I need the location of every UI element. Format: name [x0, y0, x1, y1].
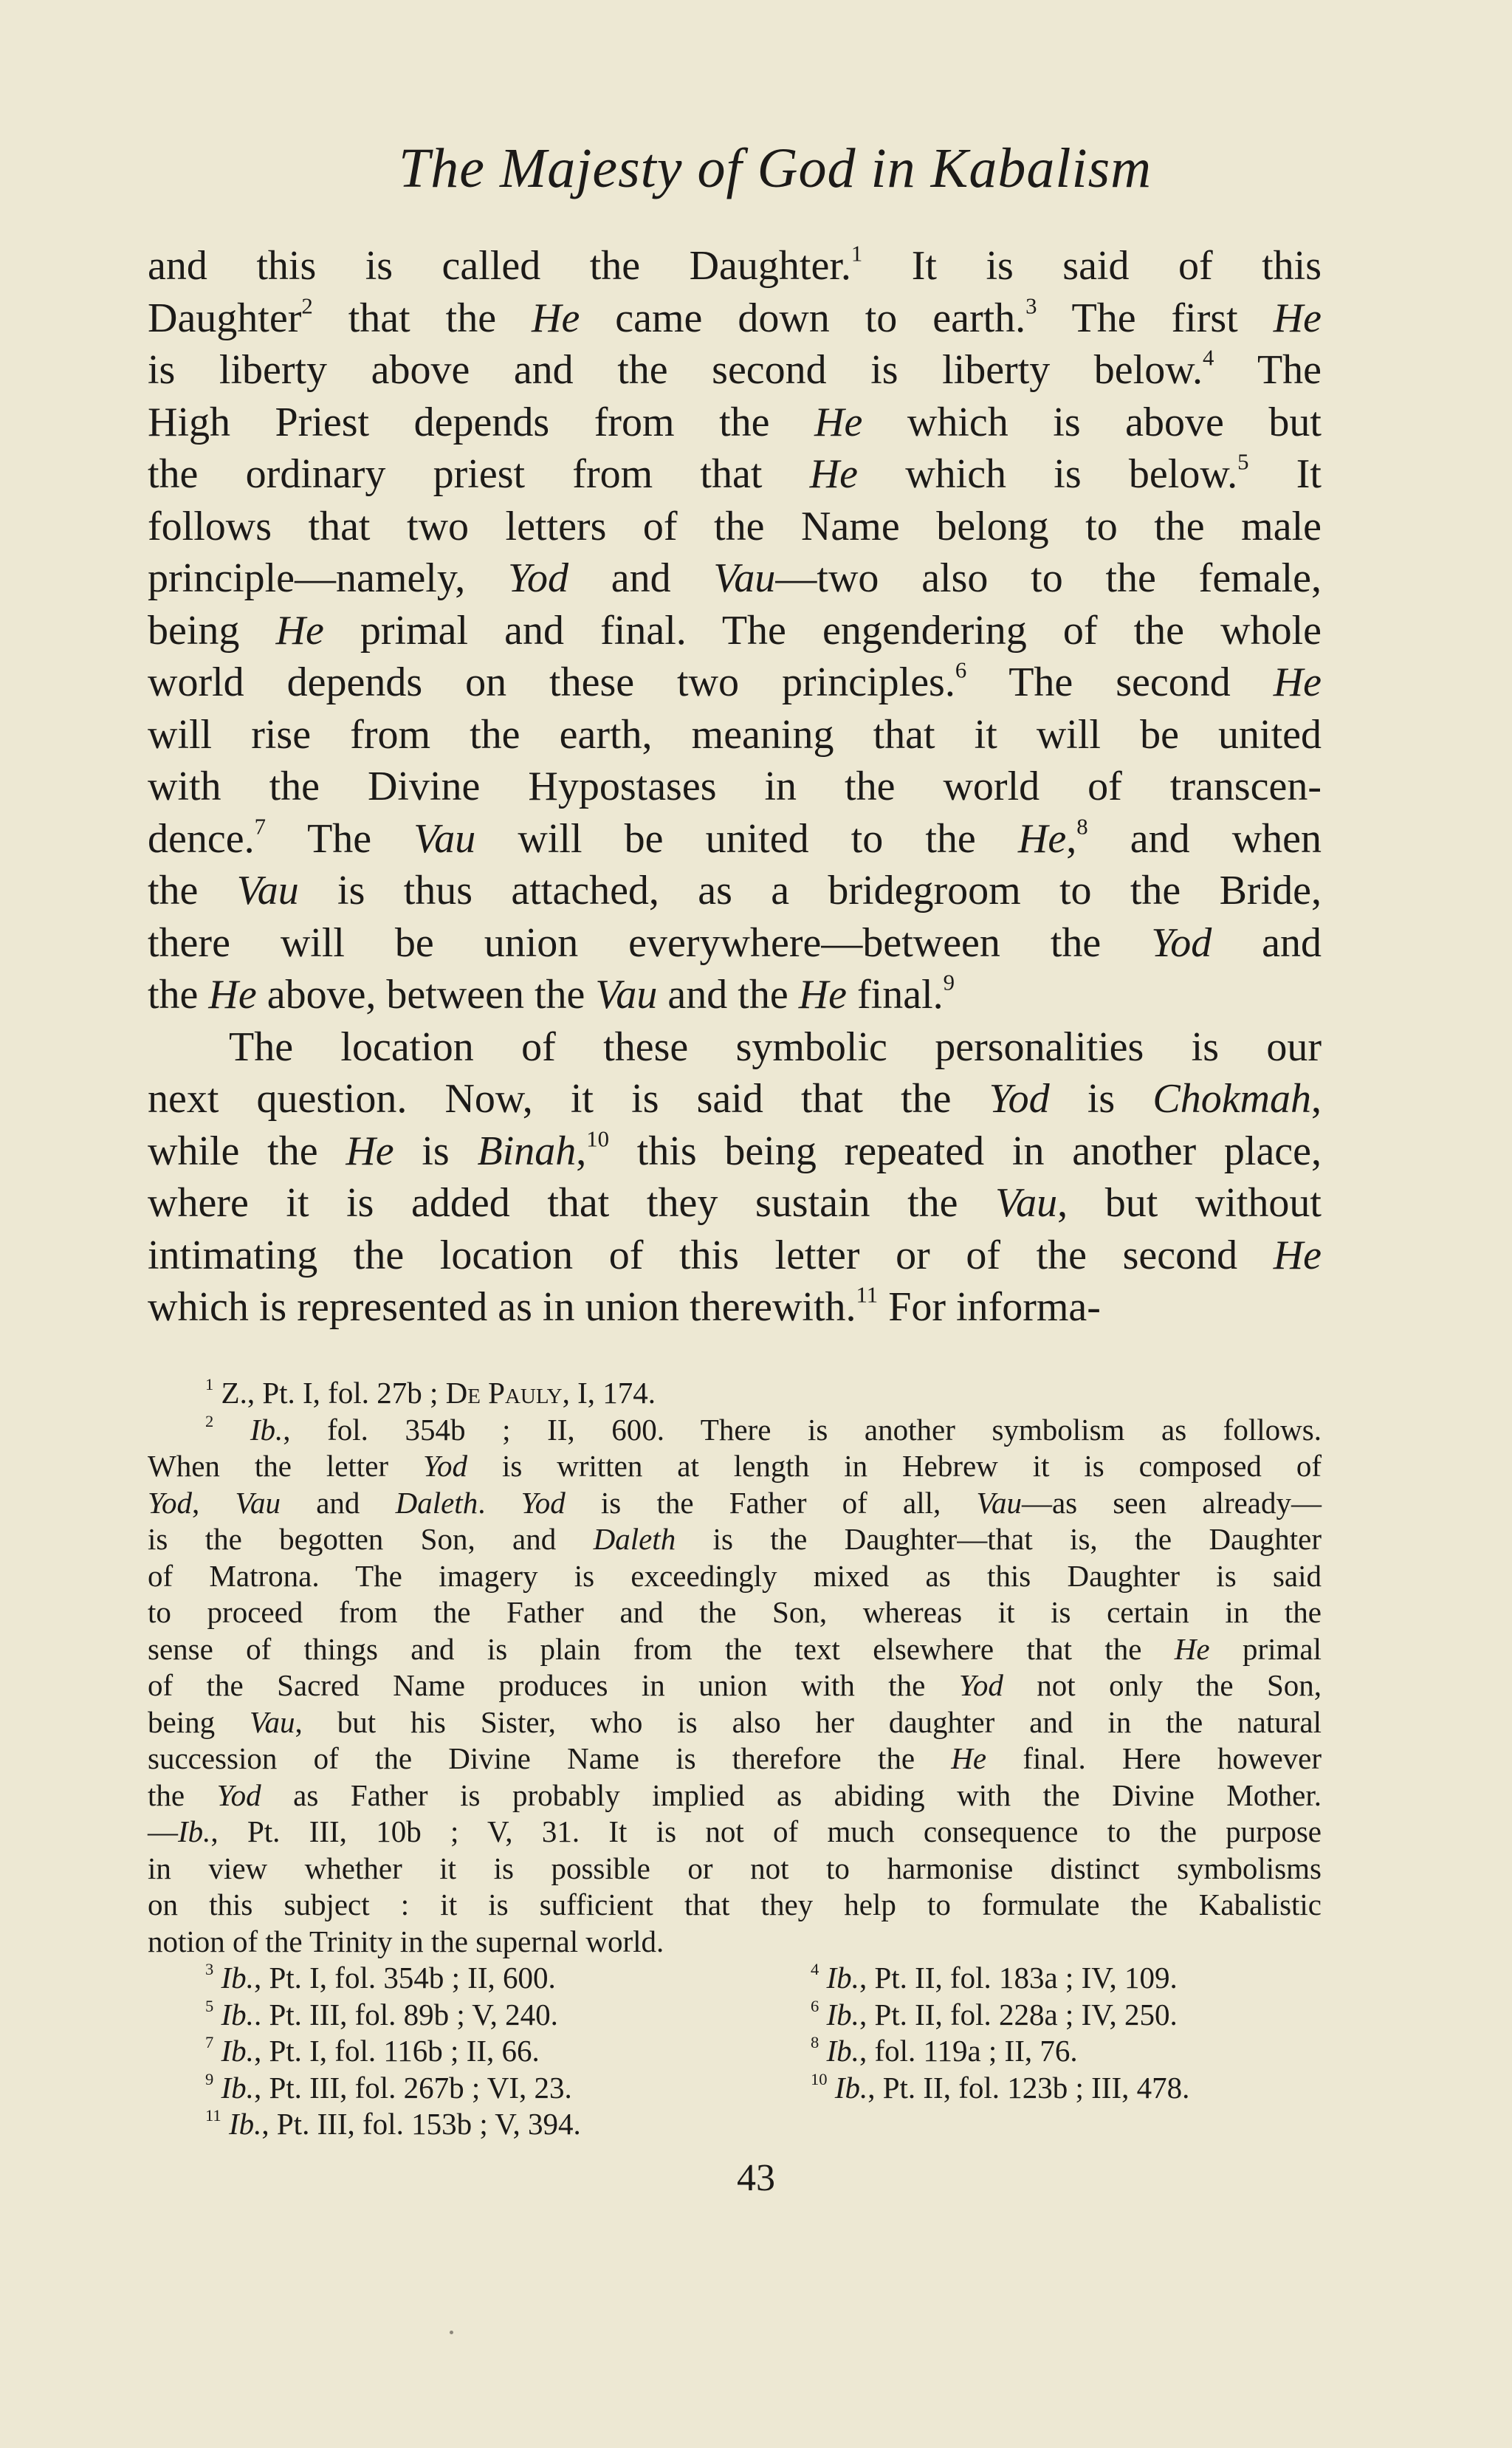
text-run: came down to earth. — [580, 295, 1026, 341]
text-run: is thus attached, as a bridegroom to the Bride, — [298, 868, 1322, 913]
footnote-ref: 9 — [943, 970, 955, 995]
italic-term: He — [346, 1128, 394, 1174]
body-line — [148, 344, 1322, 397]
body-line — [148, 1230, 1322, 1282]
text-run — [819, 1998, 826, 2032]
text-run: , Pt. III, 10b ; V, 31. It is not of much consequence to the purpose — [210, 1814, 1322, 1848]
footnote-line — [148, 1594, 1322, 1631]
text-run: world depends on these two principles. — [148, 659, 955, 705]
text-run: being — [148, 607, 276, 654]
text-run: and this is called the Daughter. — [148, 243, 851, 289]
text-run: and the — [657, 972, 799, 1018]
text-run: , fol. 354b ; II, 600. There is another symbolism as follows. — [283, 1412, 1322, 1447]
text-run: while the — [148, 1128, 346, 1174]
text-run: is — [1049, 1076, 1153, 1122]
text-run: Z., Pt. I, fol. 27b ; — [213, 1376, 446, 1410]
text-run: —as seen already— — [1021, 1485, 1322, 1520]
italic-term: Vau — [976, 1485, 1022, 1520]
text-run — [213, 1413, 250, 1447]
text-run: and when — [1087, 815, 1322, 862]
text-run: the — [148, 972, 209, 1018]
text-run: , Pt. I, fol. 354b ; II, 600. — [253, 1961, 556, 1995]
italic-term: Yod — [422, 1449, 468, 1483]
text-run: Daughter — [148, 295, 302, 341]
italic-term: Ib. — [178, 1814, 211, 1848]
footnote-line — [148, 1704, 1322, 1741]
italic-term: Ib. — [221, 2070, 254, 2105]
footnote-line — [148, 1777, 1322, 1814]
text-run: The — [265, 815, 414, 862]
text-run: The second — [966, 659, 1274, 705]
author-name: De Pauly — [445, 1376, 563, 1410]
italic-term: He — [1273, 295, 1322, 341]
text-run: , I, 174. — [562, 1376, 656, 1410]
italic-term: Ib. — [228, 2107, 262, 2141]
footnote-entry — [148, 2106, 753, 2143]
text-run: , Pt. II, fol. 123b ; III, 478. — [867, 2070, 1190, 2105]
body-line — [148, 292, 1322, 345]
running-head: The Majesty of God in Kabalism — [398, 137, 1152, 199]
footnote-ref: 8 — [811, 2032, 819, 2051]
italic-term: Chokmah — [1152, 1076, 1311, 1122]
text-run: . Pt. III, fol. 89b ; V, 240. — [253, 1997, 558, 2032]
text-run: will rise from the earth, meaning that it will be united — [148, 711, 1322, 758]
italic-term: Binah — [477, 1128, 577, 1174]
text-run: the — [148, 1777, 217, 1812]
footnote-ref: 5 — [1237, 449, 1249, 475]
text-run: When the letter — [148, 1449, 423, 1483]
italic-term: He — [532, 295, 580, 341]
footnote-grid — [148, 1960, 1322, 2143]
italic-term: Ib. — [221, 1997, 254, 2032]
italic-term: Vau — [235, 1485, 281, 1520]
text-run: , Pt. III, fol. 267b ; VI, 23. — [253, 2070, 572, 2105]
text-run: final. Here however — [986, 1741, 1322, 1775]
footnote-line — [148, 1814, 1322, 1851]
text-run: follows that two letters of the Name belong to the male — [148, 503, 1322, 549]
text-run: that the — [312, 295, 532, 341]
footnote-block — [148, 1375, 1322, 1960]
text-run: on this subject : it is sufficient that they help to formulate the Kabalistic — [148, 1888, 1322, 1921]
italic-term: Vau — [413, 815, 476, 862]
footnote-ref: 6 — [955, 657, 967, 683]
text-run: to proceed from the Father and the Son, whereas it is certain in the — [148, 1595, 1322, 1629]
footnote-ref: 11 — [205, 2105, 221, 2125]
footnote-line — [148, 1667, 1322, 1704]
text-run — [819, 1961, 826, 1995]
footnote-entry — [753, 1960, 1322, 1997]
text-run: , — [576, 1128, 587, 1174]
text-run: with the Divine Hypostases in the world of transcen- — [148, 764, 1322, 809]
text-run: principle—namely, — [148, 555, 508, 601]
text-run: For informa- — [878, 1284, 1101, 1330]
footnote-entry — [753, 1997, 1322, 2034]
footnote-line — [148, 1924, 1322, 1961]
text-run: . — [478, 1485, 521, 1520]
text-run: The location of these symbolic personalities is our — [229, 1024, 1322, 1070]
text-run: The first — [1037, 295, 1274, 341]
body-line — [148, 969, 1322, 1021]
footnote-ref: 3 — [205, 1959, 214, 1978]
text-run: will be united to the — [475, 815, 1018, 862]
footnote-entry — [753, 2070, 1322, 2107]
italic-term: He — [275, 607, 324, 654]
text-run: being — [148, 1704, 250, 1739]
text-run: which is below. — [857, 451, 1238, 497]
text-run: High Priest depends from the — [148, 399, 815, 445]
italic-term: Ib. — [221, 2034, 254, 2068]
footnote-line — [148, 1558, 1322, 1595]
text-run: as Father is probably implied as abiding with the Divine Mother. — [261, 1777, 1322, 1812]
text-run: and — [1212, 919, 1322, 966]
text-run: where it is added that they sustain the — [148, 1180, 996, 1226]
text-run: this being repeated in another place, — [609, 1128, 1322, 1174]
text-run — [819, 2034, 826, 2068]
footnote-ref: 5 — [205, 1996, 214, 2015]
text-run: is liberty above and the second is liberty below. — [148, 347, 1203, 393]
footnote-ref: 3 — [1025, 292, 1037, 318]
footnote-entry — [753, 2033, 1322, 2070]
text-run — [213, 2034, 221, 2068]
body-line — [148, 865, 1322, 917]
footnote-ref: 2 — [205, 1411, 214, 1430]
text-run: is the begotten Son, and — [148, 1522, 594, 1556]
italic-term: Vau — [713, 555, 776, 601]
italic-term: Vau — [250, 1704, 295, 1739]
text-run: — — [148, 1814, 178, 1848]
text-run: next question. Now, it is said that the — [148, 1076, 989, 1122]
text-run: intimating the location of this letter or of the second — [148, 1232, 1274, 1278]
footnote-entry — [753, 2106, 1322, 2143]
body-line — [148, 656, 1322, 709]
text-run: sense of things and is plain from the text elsewhere that the — [148, 1631, 1175, 1666]
italic-term: Daleth — [395, 1485, 478, 1520]
text-run: which is above but — [862, 399, 1322, 445]
footnote-entry — [148, 2070, 753, 2107]
footnote-ref: 1 — [205, 1374, 214, 1393]
text-run: , Pt. II, fol. 183a ; IV, 109. — [859, 1961, 1178, 1995]
text-run: The — [1214, 347, 1322, 393]
footnote-line — [148, 1448, 1322, 1485]
text-run: above, between the — [256, 972, 596, 1018]
footnote-ref: 11 — [856, 1282, 879, 1308]
footnote-line — [148, 1485, 1322, 1522]
body-line — [148, 1073, 1322, 1125]
body-line — [148, 1125, 1322, 1178]
text-run — [213, 1998, 221, 2032]
text-run: there will be union everywhere—between the — [148, 919, 1152, 966]
text-run: notion of the Trinity in the supernal world. — [148, 1924, 664, 1958]
text-run: of the Sacred Name produces in union with the — [148, 1668, 959, 1702]
body-line — [148, 552, 1322, 605]
italic-term: Yod — [216, 1777, 261, 1812]
italic-term: He — [208, 972, 257, 1018]
text-run — [213, 1961, 221, 1995]
body-line — [148, 813, 1322, 865]
text-run: is the Father of all, — [565, 1485, 977, 1520]
body-line — [148, 761, 1322, 813]
italic-term: He — [951, 1741, 987, 1775]
footnote-line — [148, 1631, 1322, 1668]
page-number: 43 — [737, 2157, 775, 2199]
italic-term: He — [798, 972, 847, 1018]
text-run: primal — [1209, 1631, 1322, 1666]
text-run — [828, 2071, 835, 2105]
text-run: succession of the Divine Name is therefore the — [148, 1741, 952, 1775]
footnote-line — [148, 1521, 1322, 1558]
footnote-ref: 6 — [811, 1996, 819, 2015]
text-run: not only the Son, — [1003, 1668, 1322, 1702]
text-run — [213, 2071, 221, 2105]
footnote-ref: 1 — [850, 241, 863, 267]
body-line — [148, 448, 1322, 501]
footnotes — [148, 1375, 1322, 2143]
body-line — [148, 709, 1322, 761]
text-run: and — [568, 555, 714, 601]
body-line — [148, 605, 1322, 657]
text-run: which is represented as in union therewith. — [148, 1284, 856, 1330]
italic-term: Ib. — [221, 1961, 254, 1995]
italic-term: Yod — [508, 555, 569, 601]
italic-term: Vau — [995, 1180, 1058, 1226]
text-run: , — [1066, 815, 1077, 862]
italic-term: Ib. — [826, 1997, 859, 2032]
italic-term: Yod — [520, 1485, 566, 1520]
text-run: is written at length in Hebrew it is composed of — [467, 1449, 1322, 1483]
text-run: of Matrona. The imagery is exceedingly mixed as this Daughter is said — [148, 1558, 1322, 1593]
italic-term: Ib. — [250, 1412, 284, 1447]
italic-term: He — [1273, 1232, 1322, 1278]
text-run: , Pt. III, fol. 153b ; V, 394. — [261, 2107, 581, 2141]
body-text — [148, 240, 1322, 1334]
footnote-ref: 7 — [254, 813, 266, 839]
footnote-entry — [148, 1997, 753, 2034]
italic-term: Yod — [989, 1076, 1050, 1122]
text-run: in view whether it is possible or not to harmonise distinct symbolisms — [148, 1851, 1322, 1885]
text-run: and — [281, 1485, 396, 1520]
footnote-ref: 8 — [1076, 813, 1088, 839]
body-line — [148, 917, 1322, 970]
italic-term: He — [814, 399, 863, 445]
footnote-entry — [148, 1960, 753, 1997]
text-run: dence. — [148, 815, 255, 862]
italic-term: He — [1174, 1631, 1210, 1666]
text-run: , fol. 119a ; II, 76. — [859, 2034, 1078, 2068]
body-line — [148, 1177, 1322, 1230]
italic-term: Yod — [1151, 919, 1212, 966]
text-run: the ordinary priest from that — [148, 451, 810, 497]
footnote-line — [148, 1375, 1322, 1412]
italic-term: Yod — [958, 1668, 1003, 1702]
text-run: is — [394, 1128, 478, 1174]
italic-term: He — [1017, 815, 1067, 862]
footnote-ref: 9 — [205, 2069, 214, 2088]
footnote-ref: 4 — [1203, 345, 1214, 371]
text-run: , but without — [1057, 1180, 1322, 1226]
footnote-line — [148, 1887, 1322, 1924]
footnote-line — [148, 1412, 1322, 1449]
italic-term: Ib. — [834, 2070, 868, 2105]
text-run — [221, 2107, 229, 2141]
italic-term: Ib. — [826, 1961, 859, 1995]
text-run: It is said of this — [862, 243, 1322, 289]
italic-term: Ib. — [826, 2034, 859, 2068]
body-line — [148, 240, 1322, 292]
text-run: , but his Sister, who is also her daughter and in the natural — [295, 1704, 1322, 1739]
text-run: final. — [847, 972, 944, 1018]
italic-term: He — [809, 451, 858, 497]
text-run: the — [148, 868, 237, 913]
footnote-ref: 2 — [301, 292, 313, 318]
italic-term: Yod — [148, 1485, 193, 1520]
italic-term: Vau — [236, 868, 299, 913]
footnote-entry — [148, 2033, 753, 2070]
footnote-ref: 7 — [205, 2032, 214, 2051]
body-line — [148, 397, 1322, 449]
footnote-ref: 10 — [811, 2069, 828, 2088]
italic-term: Daleth — [593, 1522, 676, 1556]
text-run: , — [192, 1485, 236, 1520]
text-run: primal and final. The engendering of the whole — [323, 607, 1322, 654]
body-line — [148, 501, 1322, 553]
italic-term: He — [1273, 659, 1322, 705]
footnote-ref: 10 — [586, 1125, 610, 1151]
text-run: is the Daughter—that is, the Daughter — [676, 1522, 1322, 1556]
footnote-line — [148, 1741, 1322, 1777]
text-run: , Pt. I, fol. 116b ; II, 66. — [253, 2034, 540, 2068]
text-run: It — [1248, 451, 1322, 497]
text-run: , Pt. II, fol. 228a ; IV, 250. — [859, 1997, 1178, 2032]
text-run: —two also to the female, — [775, 555, 1322, 601]
footnote-ref: 4 — [811, 1959, 819, 1978]
italic-term: Vau — [595, 972, 658, 1018]
footnote-line — [148, 1851, 1322, 1888]
body-line — [148, 1281, 1322, 1334]
page-speck — [450, 2331, 453, 2334]
text-run: , — [1311, 1076, 1322, 1122]
body-line — [148, 1021, 1322, 1074]
